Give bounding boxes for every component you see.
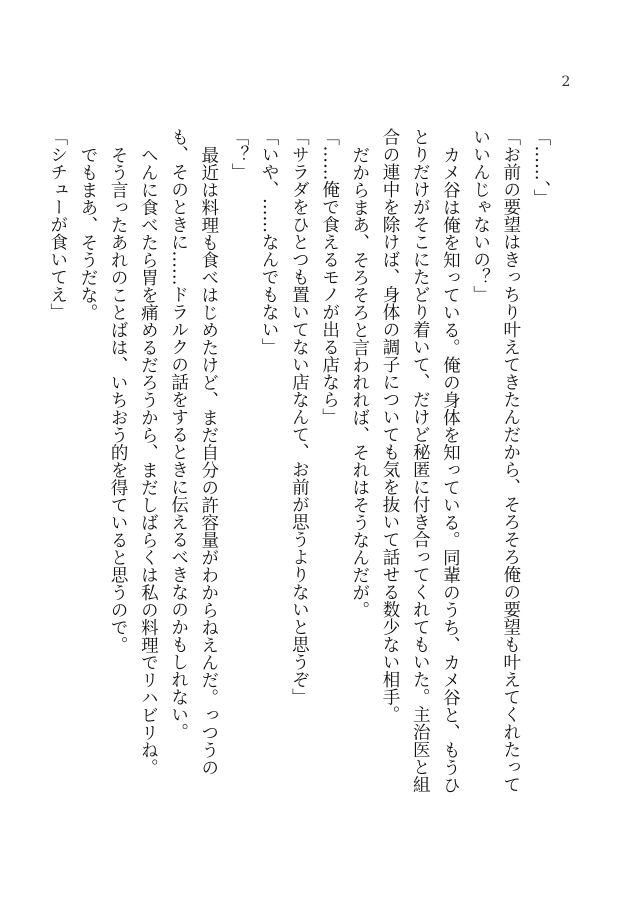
paragraph-dialog-3: 「……俺で食えるモノが出る店なら」 (319, 128, 340, 426)
paragraph-narration-4: へんに食べたら胃を痛めるだろうから、まだしばらくは私の料理でリハビリね。 (138, 145, 159, 776)
paragraph-narration-6: でもまあ、そうだな。 (77, 145, 98, 321)
paragraph-dialog-4: 「サラダをひとつも置いてない店なんて、お前が思うよりないと思うぞ」 (289, 128, 310, 706)
paragraph-dialog-5: 「いや、……なんでもない」 (259, 128, 280, 356)
paragraph-narration-1: カメ谷は俺を知っている。俺の身体を知っている。同輩のうち、カメ谷と、もうひとりだけがそこにたどり着いて、だけど秘匿に付き合ってくれてもいた。主治医と組合の連中を除けば、身体の調子についても気を抜いて話せる数少ない相手。 (379, 128, 461, 793)
paragraph-dialog-2: 「お前の要望はきっちり叶えてきたんだから、そろそろ俺の要望も叶えてくれたってい​いんじゃないの？」 (470, 128, 521, 793)
page-number: 2 (561, 74, 571, 90)
paragraph-dialog-1: 「……、」 (531, 128, 551, 207)
paragraph-narration-3: 最近は料理も食べはじめたけど、まだ自分の許容量がわからねえんだ。っつうのも、そのときに……ドラルクの話をするときに伝えるべきなのかもしれない。 (168, 128, 219, 776)
paragraph-narration-2: だからまあ、そろそろと言われれば、それはそうなんだが。 (349, 145, 370, 618)
vertical-body-text (43, 128, 556, 808)
paragraph-dialog-6: 「？」 (228, 128, 249, 181)
paragraph-narration-5: そう言ったあれのことばは、いちおう的を得ていると思うので。 (108, 145, 129, 653)
paragraph-dialog-7: 「シチューが食いてえ」 (47, 128, 68, 321)
